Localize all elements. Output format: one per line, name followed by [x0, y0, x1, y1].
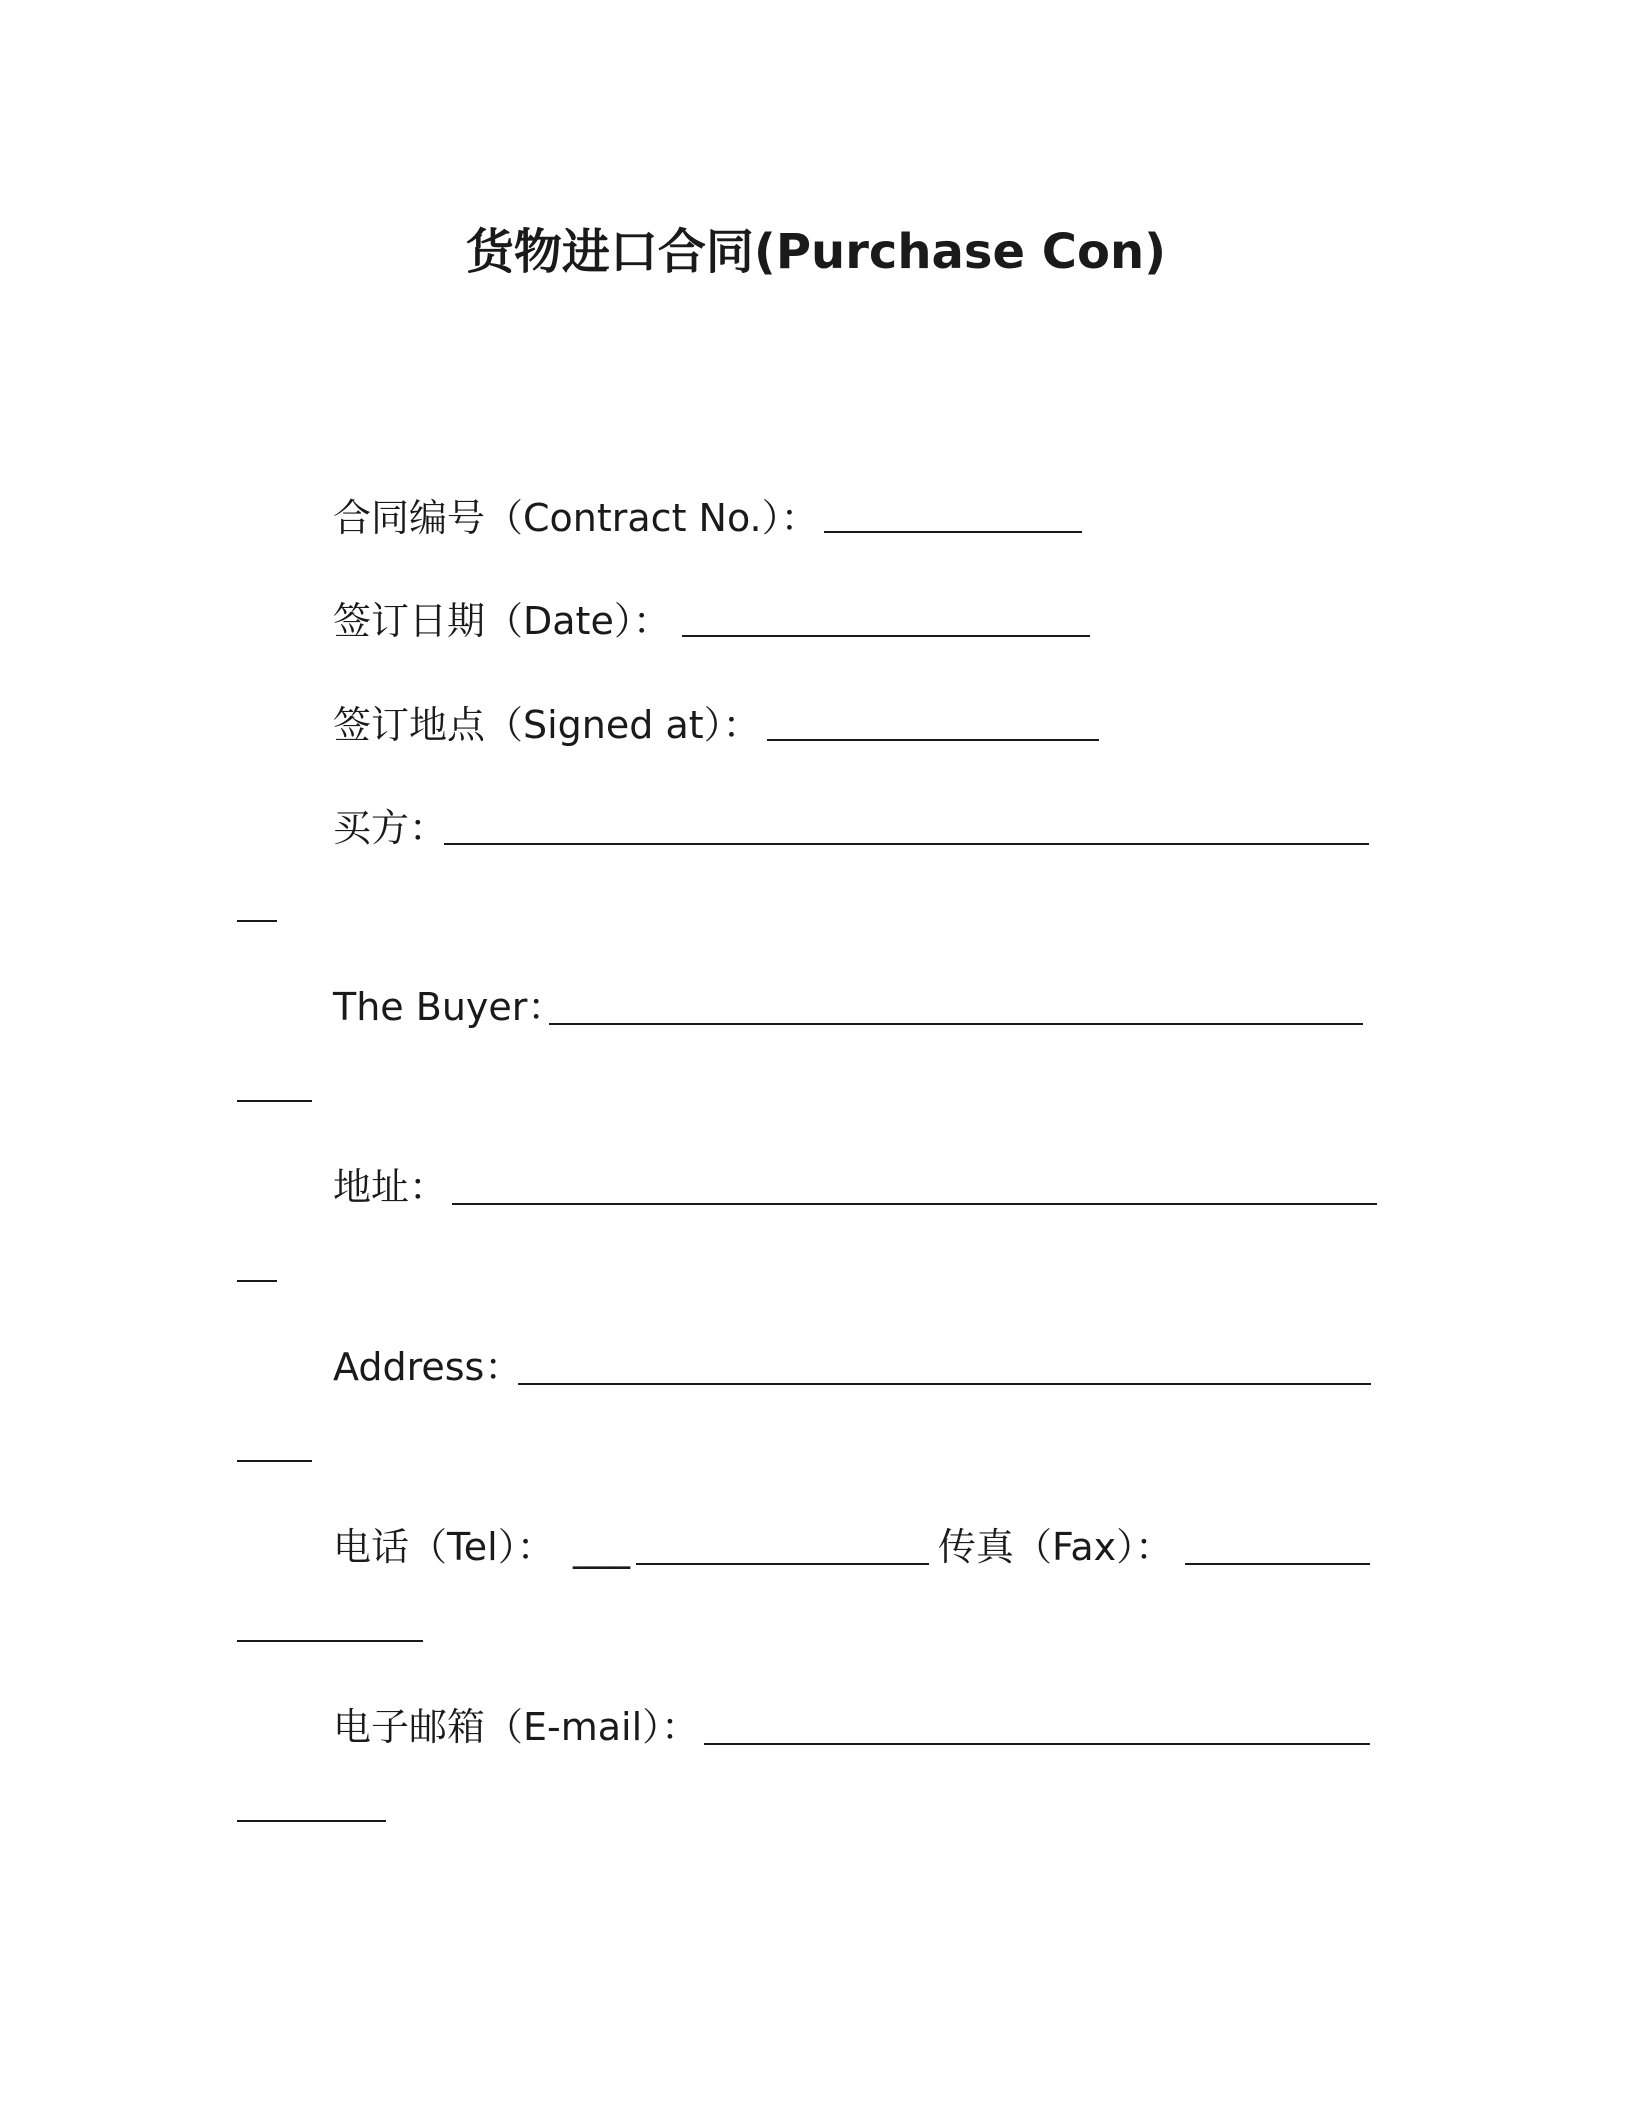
tel-prefill: ___ [573, 1525, 630, 1569]
tel-label: 电话（Tel）： [333, 1525, 555, 1569]
address-cn-label: 地址： [333, 1165, 448, 1209]
buyer-cn-field[interactable] [444, 843, 1369, 845]
buyer-cn-field-continuation[interactable] [237, 920, 277, 922]
buyer-en-field[interactable] [549, 1023, 1363, 1025]
buyer-cn-label: 买方： [333, 806, 448, 850]
fax-field[interactable] [1185, 1563, 1370, 1565]
address-en-field-continuation[interactable] [237, 1460, 312, 1462]
date-label: 签订日期（Date）： [333, 599, 671, 643]
buyer-en-field-continuation[interactable] [237, 1100, 312, 1102]
contract-title: 货物进口合同(Purchase Con) [465, 224, 1167, 280]
fax-field-continuation[interactable] [237, 1640, 423, 1642]
signed-at-field[interactable] [767, 739, 1099, 741]
contract-no-label: 合同编号（Contract No.）： [333, 496, 819, 540]
email-field-continuation[interactable] [237, 1820, 386, 1822]
address-cn-field-continuation[interactable] [237, 1280, 277, 1282]
address-cn-field[interactable] [452, 1203, 1377, 1205]
signed-at-label: 签订地点（Signed at）： [333, 703, 761, 747]
fax-label: 传真（Fax）： [938, 1525, 1174, 1569]
address-en-label: Address： [333, 1345, 523, 1389]
contract-no-field[interactable] [824, 531, 1082, 533]
tel-field[interactable] [636, 1563, 929, 1565]
email-label: 电子邮箱（E-mail）： [333, 1705, 700, 1749]
address-en-field[interactable] [518, 1383, 1371, 1385]
email-field[interactable] [704, 1743, 1370, 1745]
date-field[interactable] [682, 635, 1090, 637]
buyer-en-label: The Buyer： [333, 985, 566, 1029]
